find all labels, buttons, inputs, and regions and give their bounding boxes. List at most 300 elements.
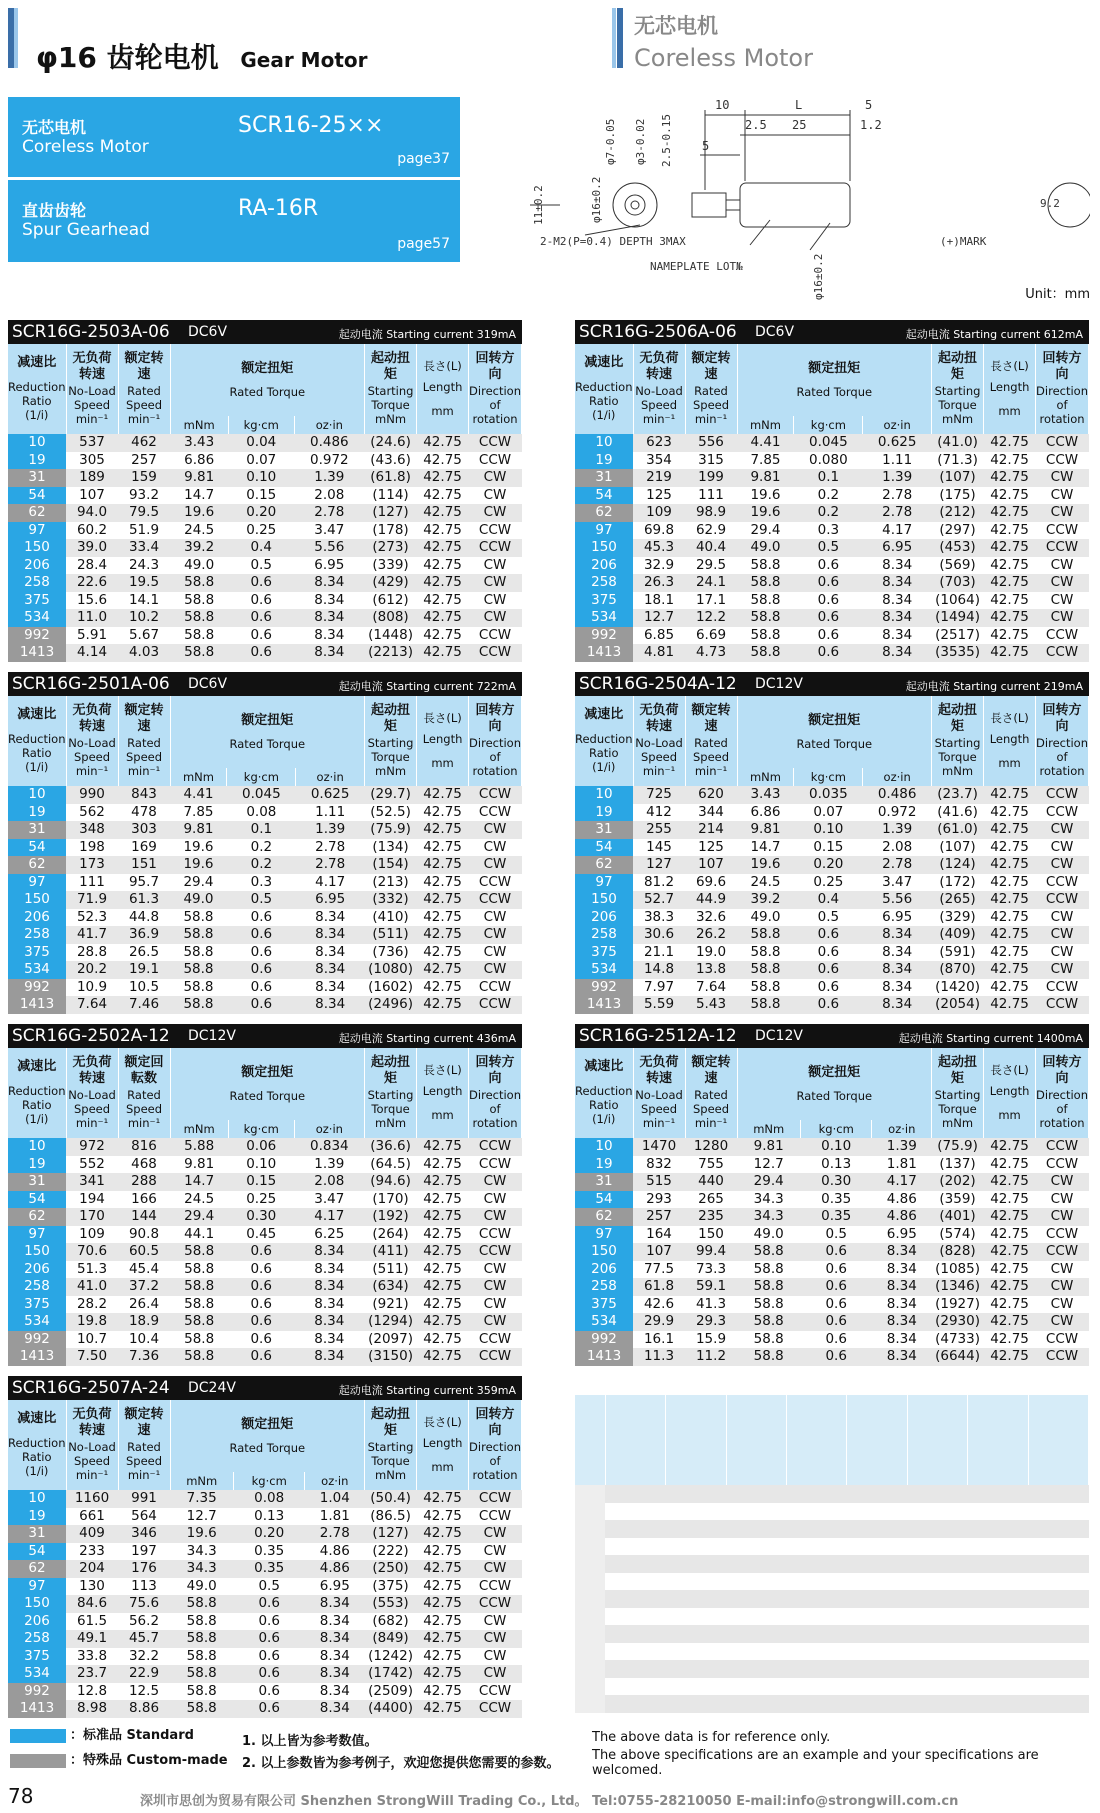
value-cell: (71.3) bbox=[932, 452, 984, 470]
value-cell: 1.39 bbox=[296, 821, 365, 839]
value-cell: 12.7 bbox=[170, 1508, 233, 1526]
value-cell: CW bbox=[1036, 557, 1089, 575]
value-cell: (682) bbox=[365, 1613, 417, 1631]
value-cell: 1.39 bbox=[872, 1138, 932, 1156]
value-cell: 2.08 bbox=[294, 1173, 364, 1191]
value-cell: 8.34 bbox=[872, 1278, 932, 1296]
value-cell: 0.6 bbox=[794, 961, 863, 979]
value-cell: 42.75 bbox=[984, 609, 1036, 627]
table-row bbox=[8, 786, 522, 804]
value-cell: 42.75 bbox=[417, 574, 469, 592]
value-cell: 33.8 bbox=[66, 1648, 118, 1666]
value-cell: 0.6 bbox=[233, 1630, 305, 1648]
value-cell: (1294) bbox=[365, 1313, 417, 1331]
value-cell: 0.6 bbox=[228, 1261, 294, 1279]
ratio-cell: 534 bbox=[575, 1313, 633, 1331]
dim-shaft: φ7-0.05 bbox=[604, 118, 617, 165]
value-cell: 42.75 bbox=[984, 452, 1036, 470]
value-cell: CW bbox=[469, 504, 522, 522]
value-cell: 42.75 bbox=[984, 574, 1036, 592]
value-cell: 623 bbox=[633, 434, 685, 452]
dim-11: 11±0.2 bbox=[532, 185, 545, 225]
table-row bbox=[8, 874, 522, 892]
value-cell: 90.8 bbox=[118, 1226, 170, 1244]
value-cell: (178) bbox=[365, 522, 417, 540]
value-cell: 42.75 bbox=[984, 1208, 1036, 1226]
table-row bbox=[575, 961, 1089, 979]
value-cell: (175) bbox=[932, 487, 984, 505]
table-row bbox=[8, 539, 522, 557]
value-cell: 58.8 bbox=[170, 1683, 233, 1701]
col-starting-torque: 起动扭矩 Starting Torque mNm bbox=[365, 1400, 417, 1490]
value-cell: 354 bbox=[633, 452, 685, 470]
value-cell: 42.75 bbox=[417, 1243, 469, 1261]
value-cell: 99.4 bbox=[685, 1243, 737, 1261]
col-starting-torque: 起动扭矩 Starting Torque mNm bbox=[932, 344, 984, 434]
table-row bbox=[8, 821, 522, 839]
value-cell: 8.34 bbox=[305, 1700, 365, 1718]
col-direction: 回转方向 Direction of rotation bbox=[469, 344, 522, 434]
value-cell: 34.3 bbox=[170, 1543, 233, 1561]
info-box-gearhead bbox=[8, 180, 460, 262]
col-noload: 无负荷转速 No-Load Speed min⁻¹ bbox=[66, 1048, 118, 1138]
col-rated-torque: 额定扭矩 Rated Torque bbox=[737, 1048, 932, 1120]
value-cell: CW bbox=[469, 1191, 522, 1209]
value-cell: 58.8 bbox=[170, 1261, 228, 1279]
value-cell: 36.9 bbox=[118, 926, 170, 944]
value-cell: 42.75 bbox=[417, 609, 469, 627]
table-row bbox=[8, 1173, 522, 1191]
ratio-cell: 992 bbox=[575, 627, 633, 645]
ratio-cell: 534 bbox=[8, 1313, 66, 1331]
value-cell: 0.6 bbox=[794, 592, 863, 610]
value-cell: 10.5 bbox=[118, 979, 170, 997]
value-cell: CCW bbox=[1036, 644, 1089, 662]
value-cell: 58.8 bbox=[170, 592, 228, 610]
value-cell: 0.6 bbox=[794, 557, 863, 575]
value-cell: 16.1 bbox=[633, 1331, 685, 1349]
spec-data-table bbox=[8, 344, 522, 662]
value-cell: 58.8 bbox=[737, 557, 794, 575]
value-cell: 8.34 bbox=[872, 1348, 932, 1366]
ratio-cell: 992 bbox=[575, 979, 633, 997]
value-cell: (41.0) bbox=[932, 434, 984, 452]
unit-ozin: oz·in bbox=[863, 416, 932, 434]
value-cell: 42.75 bbox=[417, 874, 469, 892]
value-cell: 42.75 bbox=[417, 469, 469, 487]
voltage: DC6V bbox=[188, 676, 228, 692]
value-cell: 19.6 bbox=[170, 839, 227, 857]
value-cell: 29.4 bbox=[170, 1208, 228, 1226]
dim-16a: φ16±0.2 bbox=[590, 176, 603, 223]
value-cell: 18.1 bbox=[633, 592, 685, 610]
value-cell: 93.2 bbox=[118, 487, 170, 505]
value-cell: 0.06 bbox=[228, 1138, 294, 1156]
value-cell: 0.486 bbox=[294, 434, 364, 452]
value-cell: 0.3 bbox=[227, 874, 296, 892]
value-cell: 58.8 bbox=[737, 996, 794, 1014]
value-cell: CCW bbox=[1036, 434, 1089, 452]
value-cell: 42.75 bbox=[984, 1173, 1036, 1191]
value-cell: (107) bbox=[932, 839, 984, 857]
ratio-cell: 62 bbox=[8, 856, 66, 874]
value-cell: CCW bbox=[469, 644, 522, 662]
value-cell: (50.4) bbox=[365, 1490, 417, 1508]
value-cell: CW bbox=[469, 469, 522, 487]
spec-table bbox=[8, 672, 522, 1014]
value-cell: 832 bbox=[633, 1156, 685, 1174]
value-cell: 111 bbox=[685, 487, 737, 505]
dim-thread: 2-M2(P=0.4) DEPTH 3MAX bbox=[540, 235, 686, 248]
value-cell: 194 bbox=[66, 1191, 118, 1209]
table-row bbox=[8, 557, 522, 575]
legend-standard bbox=[10, 1724, 228, 1743]
value-cell: 0.35 bbox=[233, 1543, 305, 1561]
value-cell: 42.75 bbox=[984, 1226, 1036, 1244]
value-cell: 22.6 bbox=[66, 574, 118, 592]
value-cell: 58.8 bbox=[737, 574, 794, 592]
value-cell: CCW bbox=[469, 979, 522, 997]
value-cell: (2509) bbox=[365, 1683, 417, 1701]
ratio-cell: 150 bbox=[8, 539, 66, 557]
spec-table-header bbox=[8, 672, 522, 696]
value-cell: 145 bbox=[633, 839, 685, 857]
value-cell: 6.86 bbox=[737, 804, 794, 822]
note-en-1: The above data is for reference only. bbox=[592, 1730, 831, 1745]
unit-mnm: mNm bbox=[737, 1120, 800, 1138]
value-cell: 58.8 bbox=[737, 944, 794, 962]
value-cell: CCW bbox=[469, 522, 522, 540]
table-row bbox=[8, 1560, 522, 1578]
spec-table bbox=[8, 1376, 522, 1718]
value-cell: 0.30 bbox=[800, 1173, 872, 1191]
value-cell: 8.34 bbox=[872, 1331, 932, 1349]
value-cell: (23.7) bbox=[932, 786, 984, 804]
value-cell: CW bbox=[469, 487, 522, 505]
company-info: 深圳市思创为贸易有限公司 Shenzhen StrongWill Trading Co., Ltd。 Tel:0755-28210050 E-mail:info@strongwill.com.cn bbox=[140, 1794, 959, 1809]
value-cell: 0.2 bbox=[227, 839, 296, 857]
value-cell: 166 bbox=[118, 1191, 170, 1209]
value-cell: 42.75 bbox=[984, 1261, 1036, 1279]
ratio-cell: 534 bbox=[575, 609, 633, 627]
value-cell: 84.6 bbox=[66, 1595, 118, 1613]
value-cell: 42.75 bbox=[417, 452, 469, 470]
table-row bbox=[575, 1138, 1089, 1156]
ratio-cell: 97 bbox=[575, 874, 633, 892]
model-number: SCR16G-2501A-06 bbox=[12, 674, 170, 694]
value-cell: 44.8 bbox=[118, 909, 170, 927]
value-cell: (192) bbox=[365, 1208, 417, 1226]
value-cell: 189 bbox=[66, 469, 118, 487]
value-cell: 70.6 bbox=[66, 1243, 118, 1261]
value-cell: 11.0 bbox=[66, 609, 118, 627]
value-cell: (43.6) bbox=[365, 452, 417, 470]
table-row bbox=[8, 644, 522, 662]
value-cell: 7.85 bbox=[737, 452, 794, 470]
table-row bbox=[575, 434, 1089, 452]
table-row bbox=[575, 1573, 1089, 1591]
starting-current: 起动电流 Starting current 359mA bbox=[338, 1384, 516, 1397]
spec-table bbox=[8, 320, 522, 662]
value-cell: 8.34 bbox=[305, 1595, 365, 1613]
value-cell: 265 bbox=[685, 1191, 737, 1209]
col-noload: 无负荷转速 No-Load Speed min⁻¹ bbox=[66, 696, 118, 786]
table-row bbox=[8, 522, 522, 540]
value-cell: (703) bbox=[932, 574, 984, 592]
value-cell: 26.4 bbox=[118, 1296, 170, 1314]
section-title-en: Coreless Motor bbox=[634, 44, 813, 72]
voltage: DC12V bbox=[755, 1028, 803, 1044]
value-cell: CW bbox=[1036, 821, 1089, 839]
value-cell: 49.1 bbox=[66, 1630, 118, 1648]
value-cell: (61.8) bbox=[365, 469, 417, 487]
value-cell: 11.3 bbox=[633, 1348, 685, 1366]
value-cell: 26.5 bbox=[118, 944, 170, 962]
value-cell: 7.46 bbox=[118, 996, 170, 1014]
value-cell: 32.9 bbox=[633, 557, 685, 575]
value-cell: 8.34 bbox=[863, 996, 932, 1014]
model-number: SCR16G-2512A-12 bbox=[579, 1026, 737, 1046]
info-page: page57 bbox=[397, 236, 450, 252]
value-cell: 42.75 bbox=[417, 891, 469, 909]
value-cell: 42.75 bbox=[417, 1560, 469, 1578]
table-row bbox=[575, 1261, 1089, 1279]
value-cell: CCW bbox=[469, 1331, 522, 1349]
value-cell: 564 bbox=[118, 1508, 170, 1526]
value-cell: 2.78 bbox=[863, 487, 932, 505]
table-row bbox=[575, 557, 1089, 575]
value-cell: CCW bbox=[1036, 1156, 1089, 1174]
value-cell: CW bbox=[469, 1208, 522, 1226]
value-cell: (1494) bbox=[932, 609, 984, 627]
value-cell: 42.75 bbox=[417, 504, 469, 522]
value-cell: 9.81 bbox=[737, 1138, 800, 1156]
value-cell: 29.4 bbox=[737, 1173, 800, 1191]
value-cell: (137) bbox=[932, 1156, 984, 1174]
value-cell: CW bbox=[469, 1543, 522, 1561]
value-cell: 42.75 bbox=[984, 1278, 1036, 1296]
value-cell: 661 bbox=[66, 1508, 118, 1526]
table-row bbox=[8, 487, 522, 505]
ratio-cell: 54 bbox=[8, 839, 66, 857]
value-cell: 6.95 bbox=[305, 1578, 365, 1596]
info-en: Spur Gearhead bbox=[22, 220, 150, 240]
unit-kgcm: kg·cm bbox=[227, 768, 296, 786]
value-cell: 125 bbox=[633, 487, 685, 505]
value-cell: 23.7 bbox=[66, 1665, 118, 1683]
value-cell: 1.39 bbox=[294, 1156, 364, 1174]
ratio-cell: 19 bbox=[575, 452, 633, 470]
value-cell: 0.6 bbox=[794, 979, 863, 997]
value-cell: 58.8 bbox=[170, 926, 227, 944]
value-cell: 61.5 bbox=[66, 1613, 118, 1631]
value-cell: 257 bbox=[118, 452, 170, 470]
value-cell: (3535) bbox=[932, 644, 984, 662]
table-row bbox=[575, 1243, 1089, 1261]
col-ratio: 减速比 Reduction Ratio (1/i) bbox=[8, 344, 66, 434]
model-number: SCR16G-2504A-12 bbox=[579, 674, 737, 694]
legend-custom bbox=[10, 1749, 228, 1768]
value-cell: 4.17 bbox=[872, 1173, 932, 1191]
table-row bbox=[575, 1348, 1089, 1366]
table-row bbox=[8, 1490, 522, 1508]
value-cell: 79.5 bbox=[118, 504, 170, 522]
value-cell: (250) bbox=[365, 1560, 417, 1578]
value-cell: 8.34 bbox=[863, 644, 932, 662]
dim-5: 5 bbox=[865, 98, 873, 112]
value-cell: CW bbox=[1036, 1278, 1089, 1296]
value-cell: 58.8 bbox=[737, 979, 794, 997]
table-row bbox=[575, 909, 1089, 927]
table-row bbox=[575, 644, 1089, 662]
value-cell: 0.6 bbox=[228, 627, 294, 645]
value-cell: 0.10 bbox=[800, 1138, 872, 1156]
value-cell: 24.5 bbox=[737, 874, 794, 892]
value-cell: 755 bbox=[685, 1156, 737, 1174]
value-cell: 0.1 bbox=[227, 821, 296, 839]
value-cell: 8.34 bbox=[294, 627, 364, 645]
value-cell: 42.75 bbox=[417, 1173, 469, 1191]
value-cell: 42.75 bbox=[984, 1191, 1036, 1209]
value-cell: (41.6) bbox=[932, 804, 984, 822]
value-cell: 58.8 bbox=[737, 592, 794, 610]
ratio-cell: 375 bbox=[8, 1648, 66, 1666]
value-cell: 29.4 bbox=[737, 522, 794, 540]
ratio-cell: 19 bbox=[8, 452, 66, 470]
value-cell: (375) bbox=[365, 1578, 417, 1596]
value-cell: 990 bbox=[66, 786, 118, 804]
model-number: SCR16G-2503A-06 bbox=[12, 322, 170, 342]
value-cell: 7.85 bbox=[170, 804, 227, 822]
value-cell: 8.34 bbox=[872, 1261, 932, 1279]
value-cell: 8.34 bbox=[305, 1630, 365, 1648]
table-row bbox=[575, 1555, 1089, 1573]
ratio-cell: 31 bbox=[575, 469, 633, 487]
value-cell: CCW bbox=[1036, 1348, 1089, 1366]
col-direction: 回转方向 Direction of rotation bbox=[469, 696, 522, 786]
value-cell: 4.86 bbox=[872, 1208, 932, 1226]
unit-ozin: oz·in bbox=[294, 416, 364, 434]
col-ratio: 减速比 Reduction Ratio (1/i) bbox=[575, 696, 633, 786]
ratio-cell: 150 bbox=[575, 1243, 633, 1261]
unit-mnm: mNm bbox=[170, 416, 228, 434]
value-cell: 29.4 bbox=[170, 874, 227, 892]
value-cell: 42.75 bbox=[417, 856, 469, 874]
table-row bbox=[575, 1208, 1089, 1226]
value-cell: 199 bbox=[685, 469, 737, 487]
section-title-zh: 无芯电机 bbox=[634, 14, 718, 38]
starting-current: 起动电流 Starting current 319mA bbox=[338, 328, 516, 341]
ratio-cell: 534 bbox=[8, 609, 66, 627]
value-cell: CW bbox=[1036, 592, 1089, 610]
value-cell: 9.81 bbox=[170, 1156, 228, 1174]
motor-dimension-drawing bbox=[530, 95, 1090, 305]
value-cell: CW bbox=[469, 856, 522, 874]
starting-current: 起动电流 Starting current 436mA bbox=[338, 1032, 516, 1045]
ratio-cell: 534 bbox=[8, 1665, 66, 1683]
ratio-cell: 258 bbox=[575, 926, 633, 944]
value-cell: CCW bbox=[469, 1490, 522, 1508]
value-cell: 42.75 bbox=[417, 1508, 469, 1526]
value-cell: 69.6 bbox=[685, 874, 737, 892]
value-cell: (265) bbox=[932, 891, 984, 909]
table-row bbox=[575, 522, 1089, 540]
value-cell: 173 bbox=[66, 856, 118, 874]
value-cell: 42.75 bbox=[984, 592, 1036, 610]
value-cell: 2.08 bbox=[863, 839, 932, 857]
value-cell: 0.25 bbox=[228, 522, 294, 540]
value-cell: 42.75 bbox=[417, 539, 469, 557]
value-cell: (849) bbox=[365, 1630, 417, 1648]
value-cell: 0.6 bbox=[233, 1595, 305, 1613]
value-cell: 42.75 bbox=[417, 1543, 469, 1561]
value-cell: (1927) bbox=[932, 1296, 984, 1314]
value-cell: 0.6 bbox=[794, 944, 863, 962]
value-cell: 8.34 bbox=[294, 574, 364, 592]
ratio-cell: 258 bbox=[8, 1630, 66, 1648]
value-cell: 8.34 bbox=[294, 1261, 364, 1279]
value-cell: 0.45 bbox=[228, 1226, 294, 1244]
value-cell: 58.8 bbox=[170, 1278, 228, 1296]
value-cell: (170) bbox=[365, 1191, 417, 1209]
value-cell: 2.78 bbox=[294, 504, 364, 522]
value-cell: 42.75 bbox=[417, 627, 469, 645]
value-cell: 42.75 bbox=[417, 1226, 469, 1244]
value-cell: 0.6 bbox=[228, 609, 294, 627]
value-cell: CCW bbox=[1036, 1331, 1089, 1349]
value-cell: 42.75 bbox=[984, 539, 1036, 557]
value-cell: 28.2 bbox=[66, 1296, 118, 1314]
value-cell: 1.11 bbox=[863, 452, 932, 470]
value-cell: 42.75 bbox=[984, 1243, 1036, 1261]
ratio-cell: 992 bbox=[8, 979, 66, 997]
value-cell: 7.64 bbox=[66, 996, 118, 1014]
value-cell: 58.8 bbox=[737, 1278, 800, 1296]
value-cell: 9.81 bbox=[737, 469, 794, 487]
value-cell: CCW bbox=[469, 804, 522, 822]
value-cell: (94.6) bbox=[365, 1173, 417, 1191]
col-length: 長さ(L) Length mm bbox=[417, 1048, 469, 1138]
value-cell: 235 bbox=[685, 1208, 737, 1226]
table-row bbox=[8, 592, 522, 610]
footer bbox=[0, 1778, 1100, 1813]
info-zh: 无芯电机 bbox=[22, 118, 87, 137]
value-cell: 39.2 bbox=[737, 891, 794, 909]
value-cell: 8.34 bbox=[296, 979, 365, 997]
value-cell: 39.0 bbox=[66, 539, 118, 557]
value-cell: 8.34 bbox=[863, 944, 932, 962]
voltage: DC6V bbox=[755, 324, 795, 340]
col-rated-speed: 额定转速 Rated Speed min⁻¹ bbox=[685, 1048, 737, 1138]
value-cell: 5.56 bbox=[863, 891, 932, 909]
ratio-cell: 10 bbox=[575, 1138, 633, 1156]
value-cell: 42.75 bbox=[417, 821, 469, 839]
value-cell: 42.75 bbox=[984, 874, 1036, 892]
value-cell: CCW bbox=[469, 1243, 522, 1261]
nameplate: NAMEPLATE LOT№ bbox=[650, 260, 743, 273]
table-row bbox=[8, 609, 522, 627]
ratio-cell: 1413 bbox=[575, 1348, 633, 1366]
value-cell: 3.47 bbox=[294, 522, 364, 540]
value-cell: 29.3 bbox=[685, 1313, 737, 1331]
value-cell: 8.34 bbox=[305, 1665, 365, 1683]
value-cell: 19.1 bbox=[118, 961, 170, 979]
value-cell: 33.4 bbox=[118, 539, 170, 557]
dim-10: 10 bbox=[715, 98, 730, 112]
ratio-cell: 1413 bbox=[8, 1700, 66, 1718]
value-cell: 219 bbox=[633, 469, 685, 487]
unit-kgcm: kg·cm bbox=[233, 1472, 305, 1490]
